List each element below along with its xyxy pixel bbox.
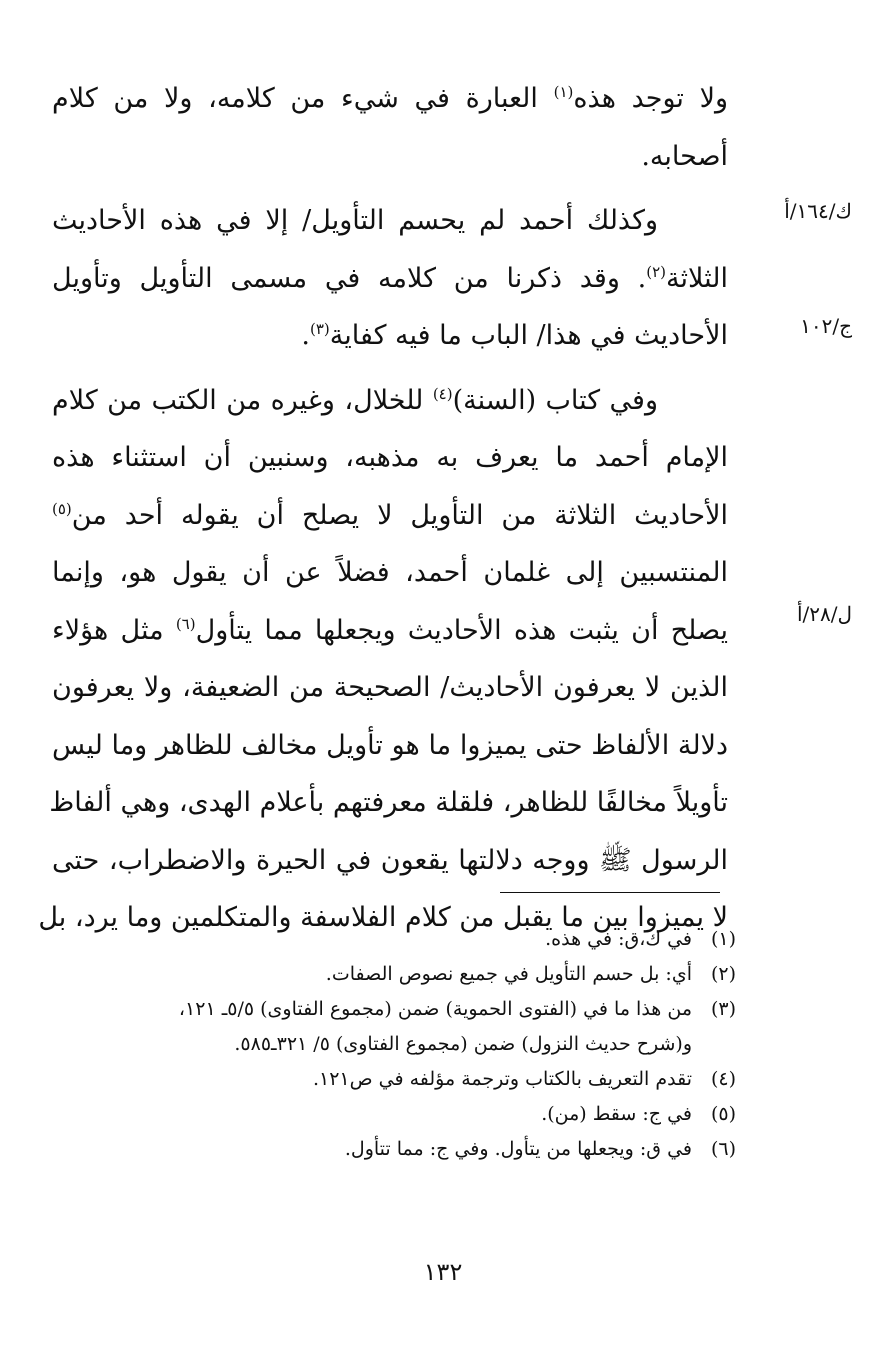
text-segment: الأحاديث الثلاثة من التأويل لا يصلح أن يقوله أحد من [71, 499, 728, 531]
footnote-ref: (٤) [432, 384, 453, 403]
footnote-number: (٣) [710, 998, 736, 1020]
text-segment: مثل هؤلاء [52, 614, 164, 646]
footnote-text: تقدم التعريف بالكتاب وترجمة مؤلفه في ص١٢١. [312, 1068, 692, 1090]
footnote-number: (٢) [710, 963, 736, 985]
text-segment: للخلال، وغيره من الكتب من كلام [52, 384, 424, 416]
footnote-ref: (٦) [175, 614, 196, 633]
text-line: لا يميزوا بين ما يقبل من كلام الفلاسفة والمتكلمين وما يرد، بل [38, 902, 728, 933]
footnote-number: (١) [710, 928, 736, 950]
text-segment: الأحاديث في هذا/ الباب ما فيه كفاية [329, 320, 728, 351]
footnote-text [52, 992, 692, 1062]
text-line: الذين لا يعرفون الأحاديث/ الصحيحة من الضعيفة، ولا يعرفون [52, 672, 728, 703]
text-line [52, 602, 728, 660]
paragraph-2 [52, 192, 728, 365]
text-line [52, 70, 728, 128]
text-segment: العبارة في شيء من كلامه، ولا من كلام [52, 83, 538, 114]
footnote-number: (٦) [710, 1138, 736, 1160]
footnote-text-line: من هذا ما في (الفتوى الحموية) ضمن (مجموع الفتاوى) ٥/٥ـ ١٢١، [178, 998, 692, 1020]
text-line [52, 372, 728, 430]
footnote-item [52, 957, 736, 992]
text-segment: وفي كتاب (السنة) [452, 384, 658, 416]
text-segment: الثلاثة [666, 262, 728, 294]
footnote-number: (٥) [710, 1103, 736, 1125]
text-line [52, 307, 728, 365]
text-segment: . [301, 320, 310, 351]
text-line: المنتسبين إلى غلمان أحمد، فضلاً عن أن يقول هو، وإنما [52, 557, 728, 588]
text-segment: ولا توجد هذه [573, 83, 729, 114]
footnote-text: في ك،ق: في هذه. [545, 928, 692, 950]
footnote-text-line: و(شرح حديث النزول) ضمن (مجموع الفتاوى) ٥/ ٣٢١ـ٥٨٥. [234, 1033, 692, 1055]
footnote-number: (٤) [710, 1068, 736, 1090]
footnote-item [52, 922, 736, 957]
text-line [52, 487, 728, 545]
text-line: وكذلك أحمد لم يحسم التأويل/ إلا في هذه الأحاديث [52, 205, 658, 236]
footnote-ref: (٥) [52, 499, 72, 518]
footnote-text: أي: بل حسم التأويل في جميع نصوص الصفات. [325, 963, 692, 985]
text-line: أصحابه. [641, 140, 728, 172]
margin-note-k164a: ك/١٦٤/أ [784, 199, 852, 223]
footnote-item [52, 1132, 736, 1167]
page-number: ١٣٢ [423, 1258, 463, 1286]
footnote-ref: (٢) [646, 262, 667, 281]
footnote-ref: (١) [553, 83, 574, 101]
text-line: دلالة الألفاظ حتى يميزوا ما هو تأويل مخالف للظاهر وما ليس [52, 729, 728, 761]
footnote-divider [500, 892, 720, 893]
footnote-item [52, 992, 736, 1062]
margin-note-l28a: ل/٢٨/أ [796, 602, 852, 626]
text-line: الإمام أحمد ما يعرف به مذهبه، وسنبين أن استثناء هذه [52, 442, 728, 473]
footnote-text: في ج: سقط (من). [541, 1103, 692, 1125]
text-segment: يصلح أن يثبت هذه الأحاديث ويجعلها مما يتأول [195, 614, 728, 646]
footnote-item [52, 1062, 736, 1097]
text-segment: . وقد ذكرنا من كلامه في مسمى التأويل وتأويل [52, 262, 647, 294]
text-line: تأويلاً مخالفًا للظاهر، فلقلة معرفتهم بأعلام الهدى، وهي ألفاظ [49, 787, 728, 818]
footnote-text: في ق: ويجعلها من يتأول. وفي ج: مما تتأول. [344, 1138, 692, 1160]
footnotes [52, 922, 736, 1167]
paragraph-3 [38, 372, 728, 947]
margin-note-j102: ج/١٠٢ [800, 314, 852, 338]
text-line [52, 250, 728, 308]
footnote-ref: (٣) [309, 320, 330, 338]
paragraph-1 [52, 70, 728, 185]
main-text [38, 70, 729, 947]
footnote-item [52, 1097, 736, 1132]
text-line: الرسول ﷺ ووجه دلالتها يقعون في الحيرة والاضطراب، حتى [52, 844, 728, 876]
